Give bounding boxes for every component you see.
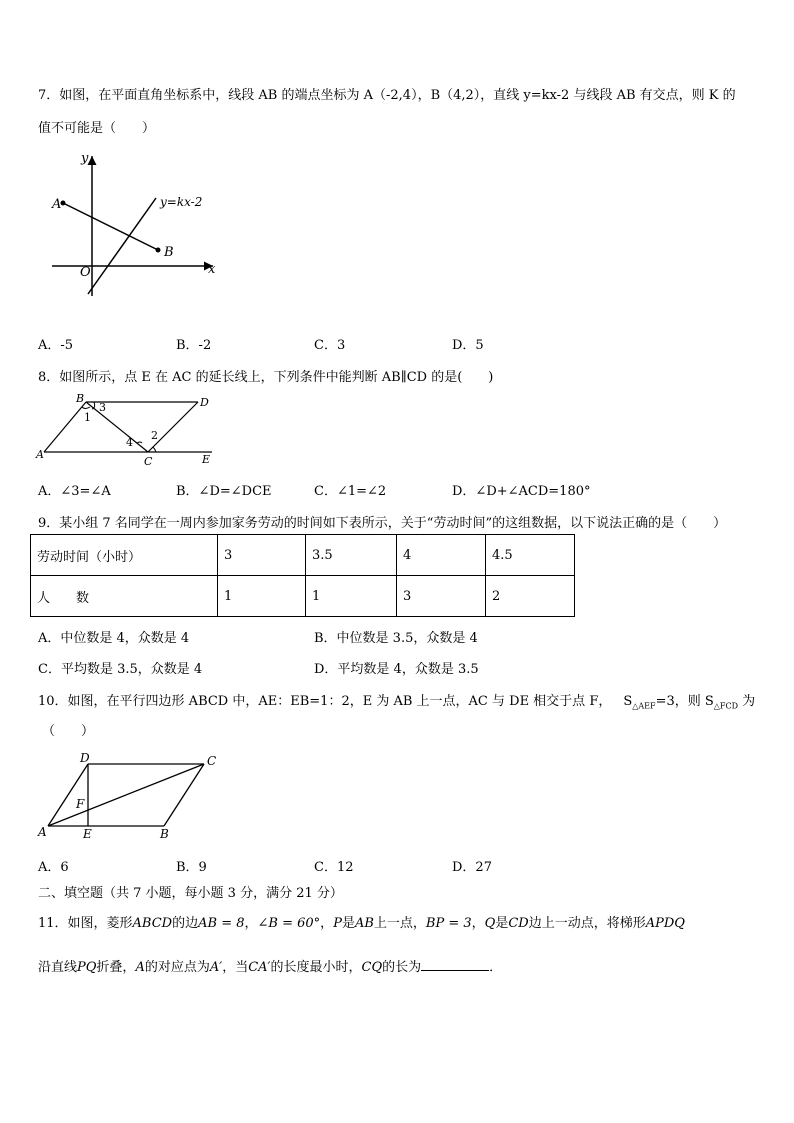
q8-figure [36, 390, 226, 468]
table-cell: 劳动时间（小时） [31, 535, 218, 576]
q10-s2-tail: 为 [738, 694, 756, 709]
q10-option-d: D．27 [452, 860, 492, 875]
q7-label-o: O [80, 265, 91, 280]
q11-text: ，当 [222, 960, 249, 975]
q11-math: CA′ [248, 960, 271, 975]
q11-math: Q [484, 916, 496, 931]
q11-text: ． [489, 960, 503, 975]
q11-math: APDQ [645, 916, 685, 931]
table-cell: 人 数 [31, 576, 218, 617]
q11-text: 的边 [172, 916, 199, 931]
q11-text: ， [244, 916, 258, 931]
table-cell: 2 [486, 576, 575, 617]
q10-label-c: C [207, 754, 217, 768]
q8-line-cd [148, 402, 198, 452]
q11-text: 11．如图，菱形 [38, 916, 133, 931]
q9-table [30, 534, 575, 617]
q10-label-f: F [76, 797, 85, 811]
q11-text: 边上一动点，将梯形 [528, 916, 646, 931]
q11-math: A [135, 960, 145, 975]
q7-label-a: A [52, 197, 62, 212]
q11-text: 的对应点为 [144, 960, 210, 975]
q8-label-d: D [200, 396, 209, 409]
q11-text: 是 [495, 916, 509, 931]
q7-label-y: y [81, 151, 89, 166]
q11-math: ABCD [132, 916, 173, 931]
q7-line-kx [88, 198, 156, 294]
q11-math: CD [508, 916, 529, 931]
q9-option-c: C．平均数是 3.5，众数是 4 [38, 662, 203, 677]
q8-option-b: B．∠D=∠DCE [176, 484, 272, 499]
q11-text: 的长度最小时， [270, 960, 362, 975]
q9-option-d: D．平均数是 4，众数是 3.5 [314, 662, 479, 677]
table-cell: 4.5 [486, 535, 575, 576]
q10-label-e: E [83, 827, 92, 841]
q11-math: A′ [209, 960, 223, 975]
q7-point-b [156, 248, 161, 253]
q9-text: 9．某小组 7 名同学在一周内参加家务劳动的时间如下表所示，关于“劳动时间”的这组数据，以下说法正确的是（ ） [38, 516, 727, 531]
table-row [31, 576, 575, 617]
table-cell: 3 [218, 535, 306, 576]
q11-line2 [38, 956, 502, 975]
q11-text: 折叠， [96, 960, 136, 975]
q8-angle-4-arc [137, 442, 142, 443]
q8-label-3: 3 [99, 401, 106, 414]
q7-line-label: y=kx-2 [160, 195, 203, 209]
q11-text: 沿直线 [38, 960, 78, 975]
q10-s1: S [623, 694, 633, 709]
q8-option-d: D．∠D+∠ACD=180° [452, 484, 591, 499]
q10-option-b: B．9 [176, 860, 207, 875]
q10-label-d: D [80, 751, 90, 765]
q7-line1: 7．如图，在平面直角坐标系中，线段 AB 的端点坐标为 A（-2,4），B（4,2），直线 y=kx-2 与线段 AB 有交点，则 K 的 [38, 88, 736, 103]
q8-line-ab [44, 402, 86, 452]
q11-text: 是 [341, 916, 355, 931]
q11-math: CQ [361, 960, 383, 975]
q11-math: P [333, 916, 342, 931]
section-title: 二、填空题（共 7 小题，每小题 3 分，满分 21 分） [38, 886, 343, 901]
table-cell: 1 [218, 576, 306, 617]
table-row [31, 535, 575, 576]
q10-line1 [38, 690, 755, 711]
q7-label-x: x [208, 262, 216, 277]
table-cell: 3.5 [306, 535, 397, 576]
q11-math: AB [354, 916, 374, 931]
q7-option-c: C．3 [314, 338, 346, 353]
q8-angle-2-arc [153, 447, 156, 452]
q10-figure [36, 750, 226, 842]
q9-option-a: A．中位数是 4，众数是 4 [38, 631, 190, 646]
q8-label-e: E [202, 453, 211, 466]
q11-math: BP = 3 [425, 916, 472, 931]
q11-line1 [38, 912, 685, 931]
q11-text: 的长为 [382, 960, 422, 975]
q8-label-c: C [144, 455, 153, 468]
q7-label-b: B [164, 245, 174, 260]
q8-angle-1-arc [82, 407, 90, 409]
q10-label-b: B [160, 827, 169, 841]
q11-math: AB = 8 [198, 916, 245, 931]
q11-math: ∠B = 60° [257, 916, 321, 931]
q11-answer-blank[interactable] [421, 958, 489, 971]
q10-text-a: 10．如图，在平行四边形 ABCD 中，AE：EB=1：2，E 为 AB 上一点，AC 与 DE 相交于点 F， [38, 694, 612, 709]
q10-s1-sub: △AEF [632, 701, 656, 711]
q7-option-a: A．-5 [38, 338, 74, 353]
q8-label-a: A [36, 448, 44, 461]
q8-text: 8．如图所示，点 E 在 AC 的延长线上，下列条件中能判断 AB∥CD 的是( ) [38, 370, 494, 385]
q10-diagonal-ac [48, 764, 204, 826]
q10-side-ad [48, 764, 88, 826]
table-cell: 3 [397, 576, 486, 617]
q10-s2-sub: △FCD [713, 701, 739, 711]
q8-label-4: 4 [126, 436, 133, 449]
q8-angle-3-arc [92, 402, 95, 409]
q8-option-a: A．∠3=∠A [38, 484, 111, 499]
q11-text: 上一点， [373, 916, 426, 931]
q7-option-d: D．5 [452, 338, 484, 353]
q10-side-bc [164, 764, 204, 826]
table-cell: 4 [397, 535, 486, 576]
q10-line2: （ ） [42, 724, 95, 739]
q10-s1-val: =3，则 S [655, 694, 714, 709]
q7-option-b: B．-2 [176, 338, 212, 353]
q8-label-1: 1 [84, 411, 91, 424]
q11-math: PQ [77, 960, 97, 975]
q7-line2: 值不可能是（ ） [38, 121, 156, 136]
q11-text: ， [471, 916, 485, 931]
q7-segment-ab [63, 203, 158, 250]
q11-text: ， [320, 916, 334, 931]
q10-label-a: A [38, 825, 47, 839]
table-cell: 1 [306, 576, 397, 617]
q9-option-b: B．中位数是 3.5，众数是 4 [314, 631, 478, 646]
q7-figure [48, 148, 228, 300]
q8-option-c: C．∠1=∠2 [314, 484, 387, 499]
q10-option-c: C．12 [314, 860, 354, 875]
q8-label-2: 2 [151, 429, 158, 442]
q10-option-a: A．6 [38, 860, 69, 875]
q8-label-b: B [76, 392, 85, 405]
q8-line-bc [86, 402, 148, 452]
